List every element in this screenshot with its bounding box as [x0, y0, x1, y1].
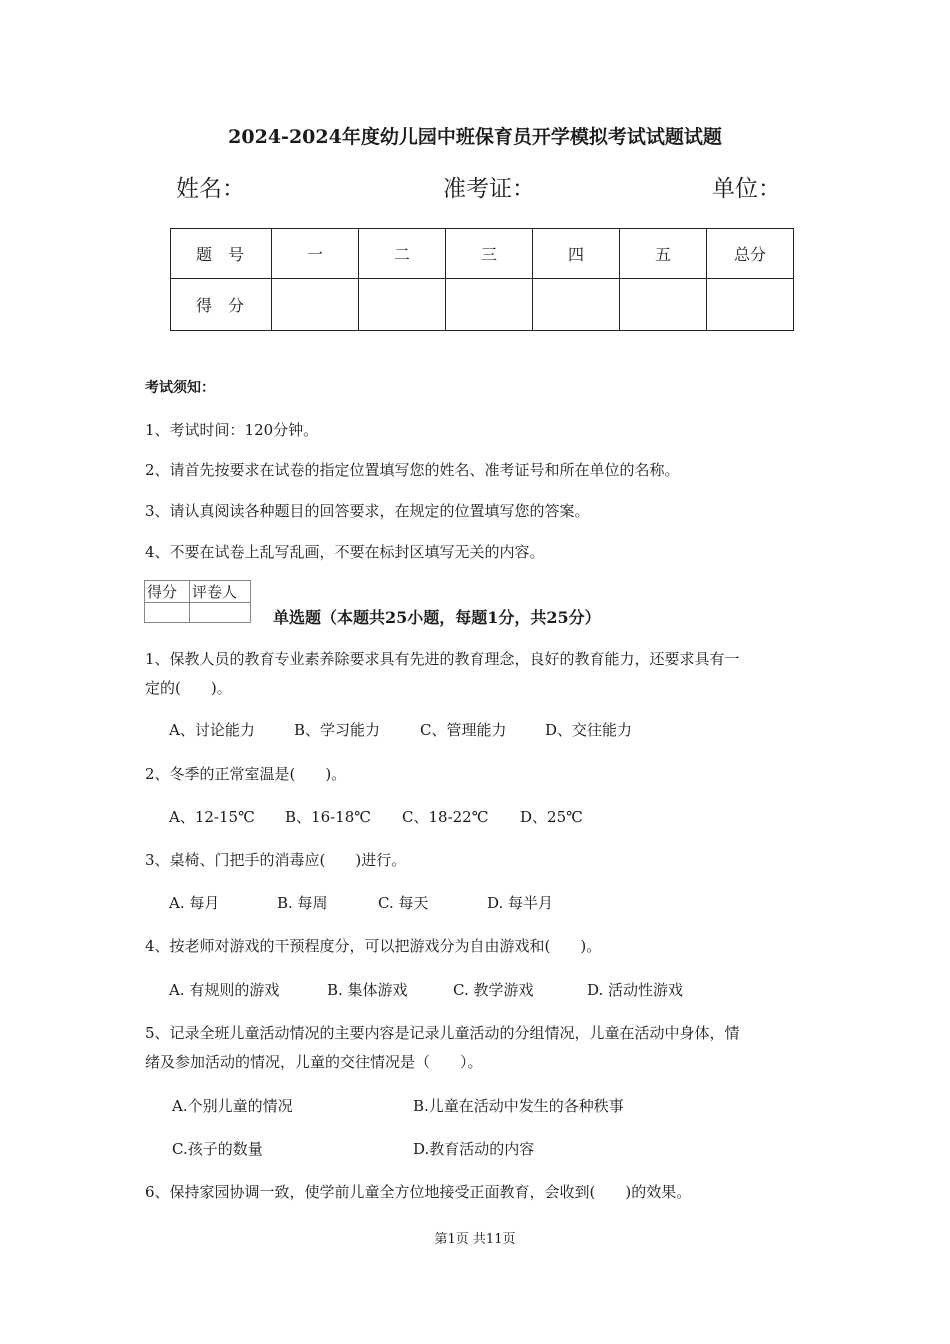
- score-table-row-label: 得分: [171, 279, 272, 331]
- question-4-option-b: B. 集体游戏: [327, 981, 408, 999]
- score-cell-1[interactable]: [272, 279, 359, 331]
- question-3-option-a: A. 每月: [169, 894, 220, 912]
- question-1-option-d: D、交往能力: [545, 721, 633, 739]
- score-cell-total[interactable]: [707, 279, 794, 331]
- score-cell-3[interactable]: [446, 279, 533, 331]
- question-3-option-b: B. 每周: [277, 894, 328, 912]
- grader-score-cell[interactable]: [145, 603, 190, 623]
- question-3-option-d: D. 每半月: [487, 894, 554, 912]
- question-5-option-c: C.孩子的数量: [172, 1140, 263, 1158]
- score-col-4: 四: [533, 229, 620, 279]
- notice-item-3: 3、请认真阅读各种题目的回答要求，在规定的位置填写您的答案。: [145, 502, 590, 520]
- score-col-total: 总分: [707, 229, 794, 279]
- question-5-option-d: D.教育活动的内容: [413, 1140, 535, 1158]
- question-2-text: 2、冬季的正常室温是( )。: [145, 765, 347, 783]
- question-2-option-d: D、25℃: [520, 808, 583, 826]
- score-col-3: 三: [446, 229, 533, 279]
- question-3-option-c: C. 每天: [378, 894, 429, 912]
- score-table-header-label: 题号: [171, 229, 272, 279]
- question-2-option-c: C、18-22℃: [402, 808, 489, 826]
- score-table-score-row: [171, 279, 794, 331]
- question-5-text: 5、记录全班儿童活动情况的主要内容是记录儿童活动的分组情况，儿童在活动中身体，情: [145, 1024, 740, 1042]
- grader-score-label: 得分: [145, 581, 190, 603]
- notice-item-1: 1、考试时间：120分钟。: [145, 421, 319, 439]
- grader-box: [144, 580, 251, 623]
- score-table: [170, 228, 794, 331]
- name-field-label: 姓名：: [176, 176, 245, 202]
- section-title: 单选题（本题共25小题，每题1分，共25分）: [273, 608, 601, 627]
- question-4-option-c: C. 教学游戏: [453, 981, 534, 999]
- score-cell-5[interactable]: [620, 279, 707, 331]
- question-5-option-a: A.个别儿童的情况: [172, 1097, 293, 1115]
- page-footer: 第1页 共11页: [434, 1232, 516, 1247]
- question-1-option-c: C、管理能力: [420, 721, 507, 739]
- question-1-option-a: A、讨论能力: [169, 721, 255, 739]
- notice-item-4: 4、不要在试卷上乱写乱画，不要在标封区填写无关的内容。: [145, 543, 545, 561]
- question-6-text: 6、保持家园协调一致，使学前儿童全方位地接受正面教育，会收到( )的效果。: [145, 1183, 692, 1201]
- page-title: 2024-2024年度幼儿园中班保育员开学模拟考试试题试题: [228, 126, 722, 148]
- question-2-option-b: B、16-18℃: [285, 808, 372, 826]
- question-5-text-cont: 绪及参加活动的情况，儿童的交往情况是（ ）。: [145, 1053, 483, 1071]
- question-3-text: 3、桌椅、门把手的消毒应( )进行。: [145, 851, 407, 869]
- question-1-text: 1、保教人员的教育专业素养除要求具有先进的教育理念，良好的教育能力，还要求具有一: [145, 650, 740, 668]
- score-cell-2[interactable]: [359, 279, 446, 331]
- question-5-option-b: B.儿童在活动中发生的各种秩事: [413, 1097, 624, 1115]
- exam-id-field-label: 准考证：: [443, 176, 535, 202]
- score-col-2: 二: [359, 229, 446, 279]
- score-col-5: 五: [620, 229, 707, 279]
- question-2-option-a: A、12-15℃: [169, 808, 255, 826]
- question-4-option-d: D. 活动性游戏: [587, 981, 684, 999]
- question-1-option-b: B、学习能力: [294, 721, 381, 739]
- score-table-header-row: [171, 229, 794, 279]
- question-4-option-a: A. 有规则的游戏: [169, 981, 280, 999]
- question-4-text: 4、按老师对游戏的干预程度分，可以把游戏分为自由游戏和( )。: [145, 937, 602, 955]
- unit-field-label: 单位：: [712, 176, 781, 202]
- grader-reviewer-cell[interactable]: [190, 603, 251, 623]
- notice-item-2: 2、请首先按要求在试卷的指定位置填写您的姓名、准考证号和所在单位的名称。: [145, 461, 680, 479]
- score-col-1: 一: [272, 229, 359, 279]
- grader-reviewer-label: 评卷人: [190, 581, 251, 603]
- score-cell-4[interactable]: [533, 279, 620, 331]
- question-1-text-cont: 定的( )。: [145, 679, 232, 697]
- notice-title: 考试须知：: [145, 380, 215, 396]
